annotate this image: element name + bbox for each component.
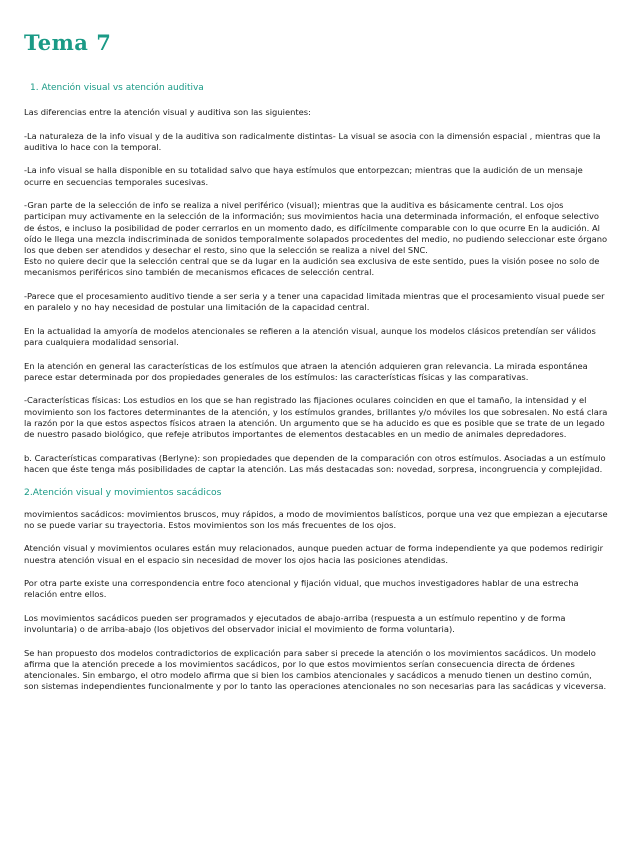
paragraph-5: En la actualidad la amyoría de modelos atencionales se refieren a la atención visual, aunque los modelos clásicos pretendían ser válidos para cualquiera modalidad sensorial. xyxy=(24,325,596,347)
page-title: Tema 7 xyxy=(24,30,112,55)
paragraph-6: En la atención en general las características de los estímulos que atraen la atención adquieren gran relevancia. La mirada espontánea parece estar determinada por dos propiedades generales de los estímulos: las características físicas y las comparativas. xyxy=(24,360,588,382)
paragraph-8: b. Características comparativas (Berlyne): son propiedades que dependen de la comparación con otros estímulos. Asociadas a un estímulo hacen que éste tenga más posibilidades de captar la atención. Las más destacadas son: novedad, sorpresa, incongruencia y complejidad. xyxy=(24,452,606,474)
paragraph-12: Los movimientos sacádicos pueden ser programados y ejecutados de abajo-arriba (respuesta a un estímulo repentino y de forma involuntaria) o de arriba-abajo (los objetivos del observador inicial el movimiento de forma voluntaria). xyxy=(24,612,566,635)
paragraph-11: Por otra parte existe una correspondencia entre foco atencional y fijación vidual, que muchos investigadores hablar de una estrecha relación entre ellos. xyxy=(24,578,579,600)
paragraph-2: -La info visual se halla disponible en su totalidad salvo que haya estímulos que entorpezcan; mientras que la audición de un mensaje ocurre en secuencias temporales sucesivas. xyxy=(24,165,583,187)
paragraph-intro: Las diferencias entre la atención visual y auditiva son las siguientes: xyxy=(24,107,311,117)
paragraph-3b: Esto no quiere decir que la selección central que se da lugar en la audición sea exclusiva de este sentido, pues la visión posee no solo de mecanismos periféricos sino también de mecanismos eficaces de selección central. xyxy=(24,256,600,278)
document-body xyxy=(24,107,608,705)
paragraph-13: Se han propuesto dos modelos contradictorios de explicación para saber si precede la atención o los movimientos sacádicos. Un modelo afirma que la atención precede a los movimientos sacádicos, por lo que estos movimientos serían consecuencia directa de órdenes atencionales. Sin embargo, el otro modelo afirma que si bien los cambios atencionales y sacádicos a menudo tienen un destino común, son sistemas independientes funcionalmente y por lo tanto las operaciones atencionales no son necesarias para las sacádicas y viceversa. xyxy=(24,647,607,692)
paragraph-1: -La naturaleza de la info visual y de la auditiva son radicalmente distintas- La visual se asocia con la dimensión espacial , mientras que la auditiva lo hace con la temporal. xyxy=(24,130,601,152)
section-1-heading: 1. Atención visual vs atención auditiva xyxy=(30,83,204,93)
paragraph-4: -Parece que el procesamiento auditivo tiende a ser seria y a tener una capacidad limitada mientras que el procesamiento visual puede ser en paralelo y no hay necesidad de postular una limitación de la capacidad central. xyxy=(24,291,605,313)
section-2-heading: 2.Atención visual y movimientos sacádicos xyxy=(24,487,222,499)
paragraph-10: Atención visual y movimientos oculares están muy relacionados, aunque pueden actuar de forma independiente ya que podemos redirigir nuestra atención visual en el espacio sin necesidad de mover los ojos hacia las posiciones atendidas. xyxy=(24,543,604,565)
paragraph-7: -Características físicas: Los estudios en los que se han registrado las fijaciones oculares coinciden en que el tamaño, la intensidad y el movimiento son los factores determinantes de la atención, y los estímulos grandes, brillantes y/o móviles los que sobresalen. No está clara la razón por la que estos aspectos físicos atraen la atención. Un argumento que se ha aducido es que es posible que se trate de un legado de nuestro pasado biológico, que refeje atributos importantes de elementos destacables en un medio de animales depredadores. xyxy=(24,395,608,439)
paragraph-9: movimientos sacádicos: movimientos bruscos, muy rápidos, a modo de movimientos balísticos, porque una vez que empiezan a ejecutarse no se puede variar su trayectoria. Estos movimientos son los más frecuentes de los ojos. xyxy=(24,508,608,530)
paragraph-3a: -Gran parte de la selección de info se realiza a nivel periférico (visual); mientras que la auditiva es básicamente central. Los ojos participan muy activamente en la selección de la información; sus movimientos hacia una determinada información, el enfoque selectivo de éstos, e incluso la posibilidad de poder cerrarlos en un momento dado, es difícilmente comparable con lo que ocurre En la audición. Al oído le llega una mezcla indiscriminada de sonidos temporalmente solapados procedentes del medio, no pudiendo seleccionar este órgano los que deben ser atendidos y desechar el resto, sino que la selección se realiza a nivel del SNC. xyxy=(24,200,608,255)
